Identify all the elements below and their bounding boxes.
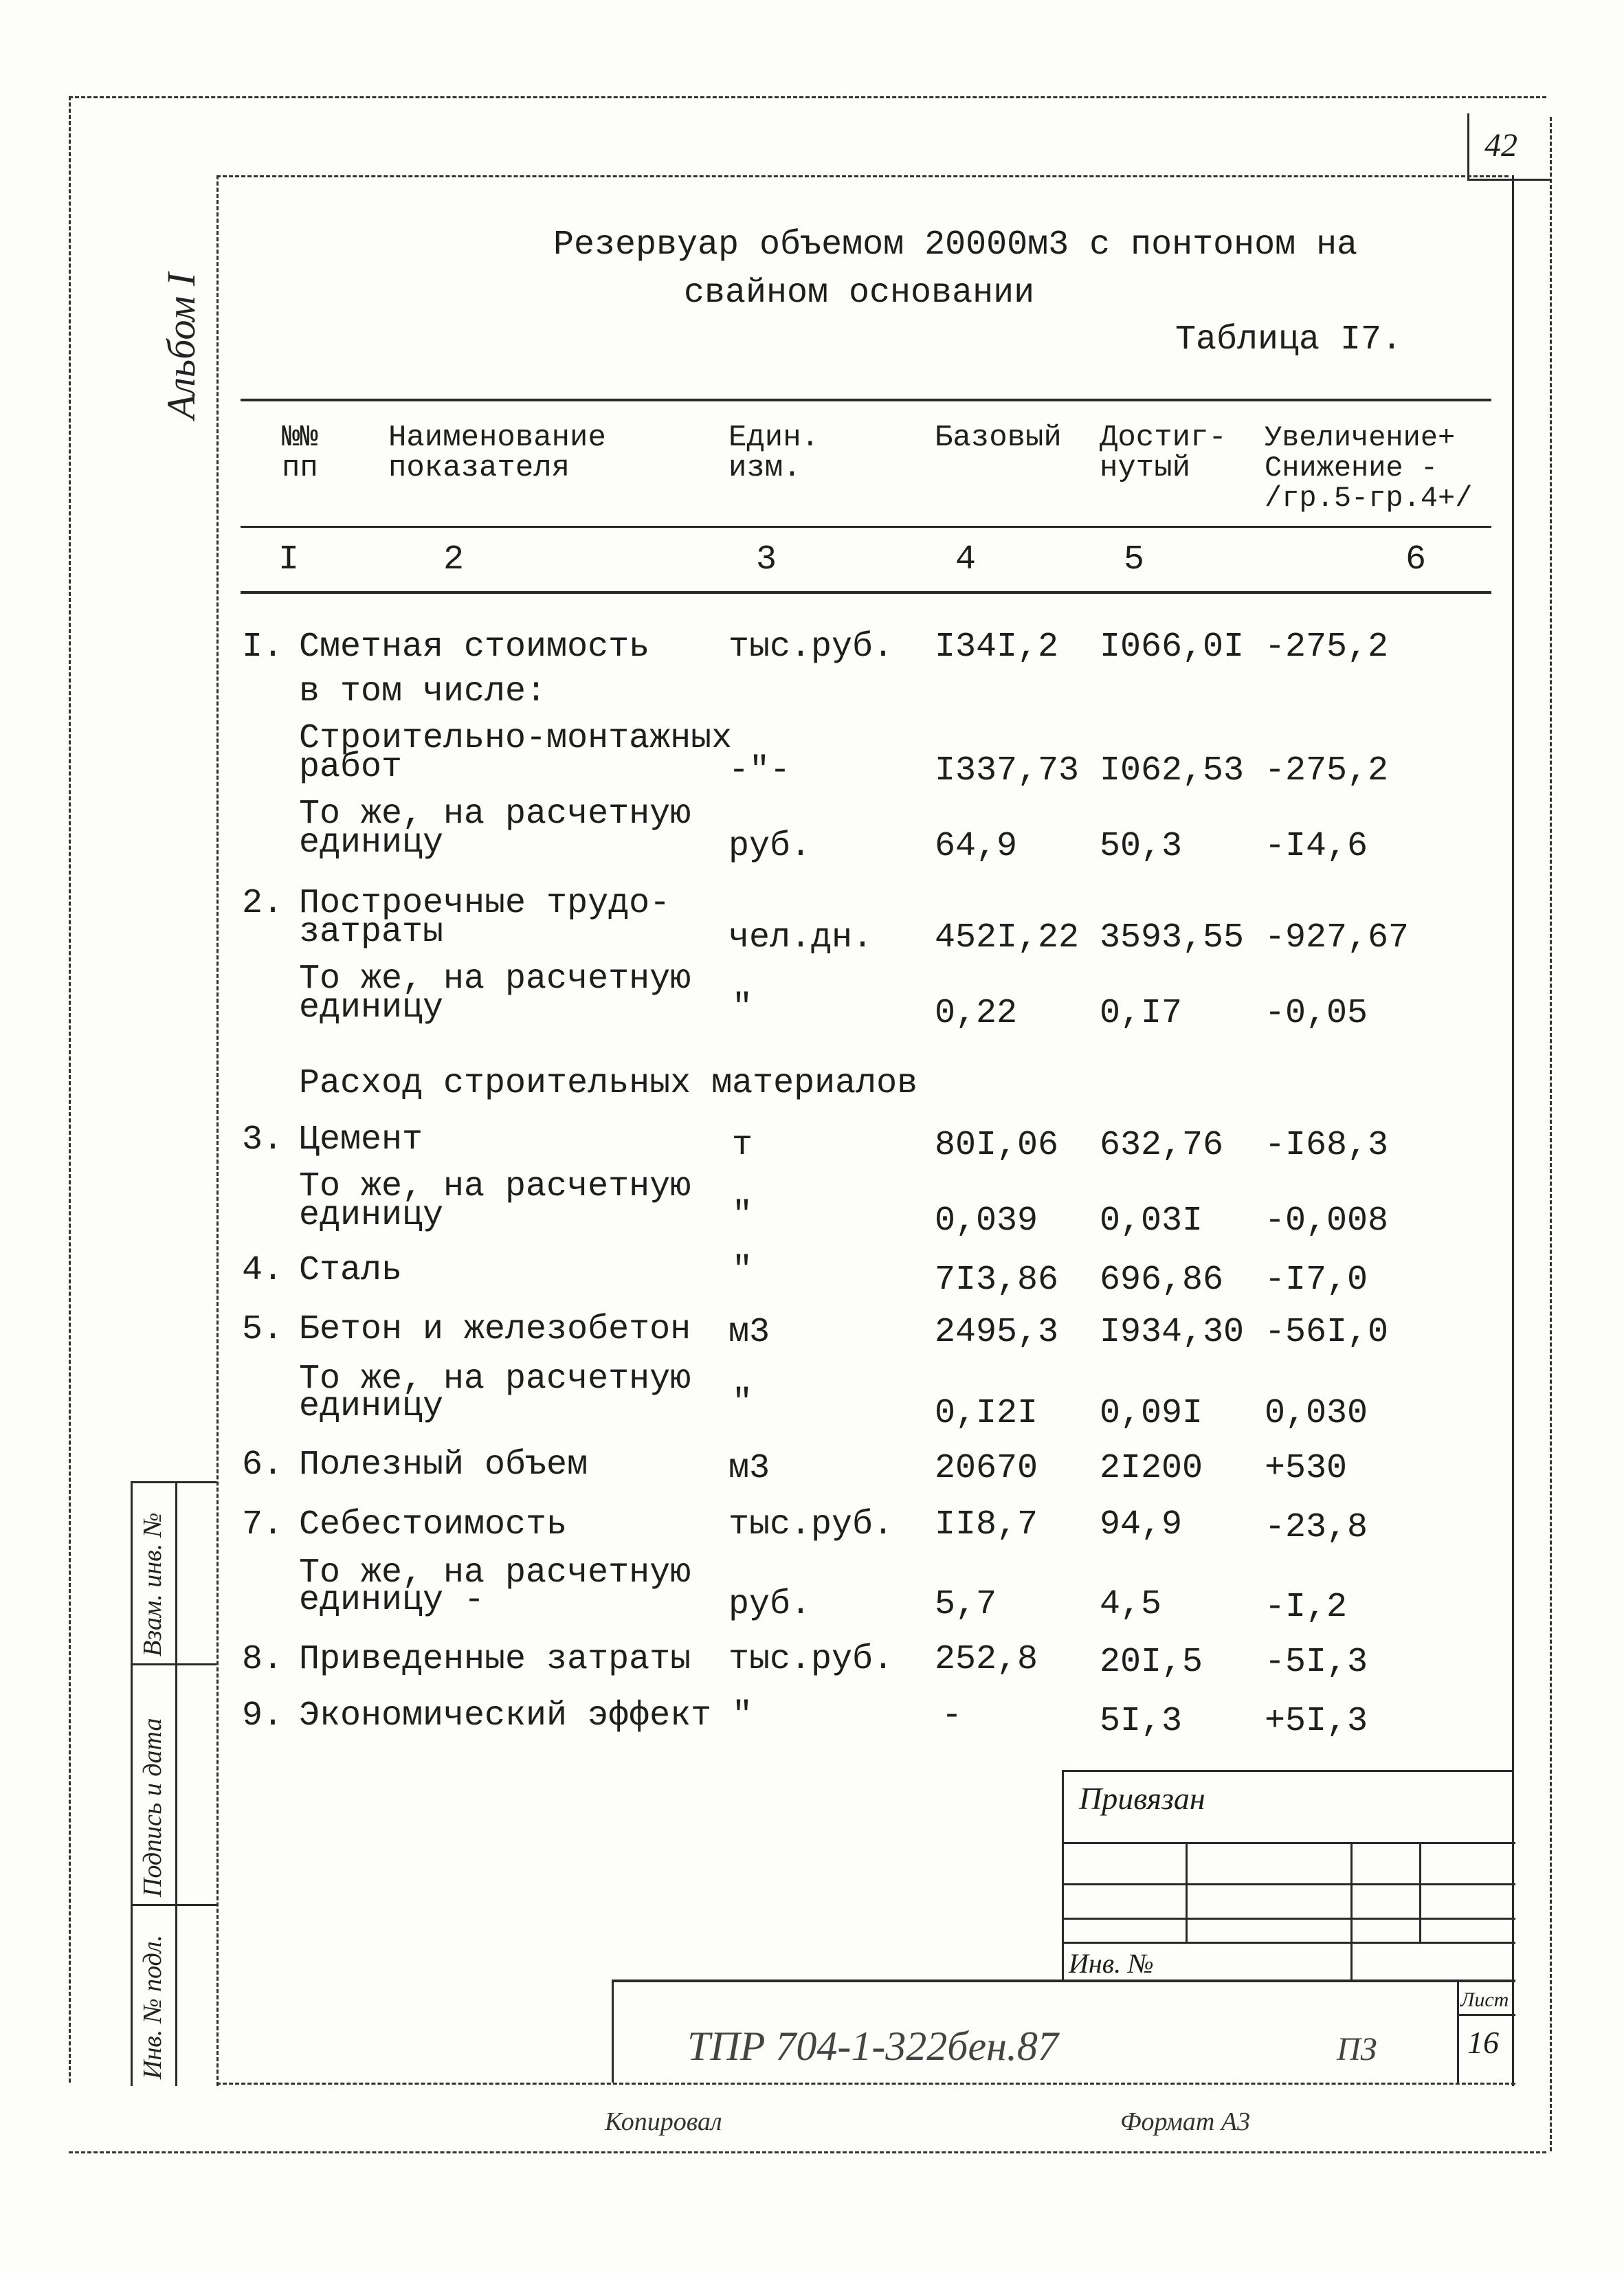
row-9-delta: -0,008 — [1265, 1201, 1389, 1241]
row-9-name-2: единицу — [299, 1196, 444, 1235]
row-1-name: Сметная стоимость — [299, 628, 650, 667]
header-divider — [241, 526, 1491, 528]
row-12-achieved: 0,09I — [1100, 1394, 1203, 1433]
row-16-name: Приведенные затраты — [299, 1640, 691, 1679]
side-strip-left — [131, 1481, 133, 2086]
row-11-num: 5. — [242, 1310, 284, 1349]
row-17-unit: " — [732, 1696, 753, 1736]
row-16-base: 252,8 — [935, 1640, 1038, 1679]
row-12-name-2: единицу — [299, 1387, 444, 1426]
row-13-achieved: 2I200 — [1100, 1449, 1203, 1488]
titleblock-left — [612, 1980, 614, 2083]
sheet-code: ПЗ — [1337, 2031, 1377, 2067]
row-10-unit: " — [732, 1251, 753, 1290]
row-15-name-1: То же, на расчетную — [299, 1553, 691, 1593]
row-15-base: 5,7 — [935, 1585, 997, 1624]
row-5-base: 452I,22 — [935, 918, 1080, 957]
row-6-name-1: То же, на расчетную — [299, 960, 691, 999]
side-label-inv-podl: Инв. № подл. — [138, 1935, 167, 2079]
row-8-unit: т — [732, 1126, 753, 1165]
title-line-1: Резервуар объемом 20000м3 с понтоном на — [553, 225, 1358, 265]
row-14-name: Себестоимость — [299, 1505, 568, 1544]
row-5-achieved: 3593,55 — [1100, 918, 1245, 957]
col-header-6-l2: Снижение - — [1265, 452, 1438, 485]
row-3-name-2: работ — [299, 748, 403, 787]
row-4-name-1: То же, на расчетную — [299, 795, 691, 834]
col-header-2 — [388, 423, 606, 483]
row-10-achieved: 696,86 — [1100, 1261, 1224, 1300]
row-4-base: 64,9 — [935, 827, 1018, 866]
row-11-delta: -56I,0 — [1265, 1313, 1389, 1352]
privyazan-col-1 — [1186, 1842, 1188, 1942]
privyazan-col-3 — [1419, 1842, 1421, 1942]
side-strip-top — [131, 1481, 216, 1483]
col-header-5-l1: Достиг- — [1100, 421, 1227, 455]
col-number-3: 3 — [756, 540, 777, 579]
page-number-box-left — [1467, 113, 1469, 179]
row-3-achieved: I062,53 — [1100, 751, 1245, 790]
row-15-achieved: 4,5 — [1100, 1585, 1162, 1624]
row-16-delta: -5I,3 — [1265, 1643, 1368, 1682]
side-label-podpis: Подпись и дата — [138, 1718, 167, 1897]
row-11-base: 2495,3 — [935, 1313, 1059, 1352]
col-number-4: 4 — [955, 540, 977, 579]
row-7-section: Расход строительных материалов — [299, 1064, 918, 1103]
col-number-2: 2 — [443, 540, 465, 579]
col-header-5-l2: нутый — [1100, 451, 1191, 485]
outer-frame-right — [1550, 117, 1552, 2151]
outer-frame-left — [69, 96, 71, 2083]
row-5-delta: -927,67 — [1265, 918, 1410, 957]
row-10-base: 7I3,86 — [935, 1261, 1059, 1300]
inv-no-label: Инв. № — [1069, 1948, 1154, 1979]
row-6-name-2: единицу — [299, 988, 444, 1028]
row-4-achieved: 50,3 — [1100, 827, 1183, 866]
col-header-4 — [935, 423, 1062, 453]
row-1-delta: -275,2 — [1265, 628, 1389, 667]
row-17-name: Экономический эффект — [299, 1696, 712, 1736]
col-header-6-l1: Увеличение+ — [1265, 421, 1456, 454]
table-top-rule — [241, 399, 1491, 401]
row-3-delta: -275,2 — [1265, 751, 1389, 790]
row-9-unit: " — [732, 1196, 753, 1235]
sheet-number: 16 — [1467, 2025, 1499, 2060]
document-code: ТПР 704-1-322бен.87 — [687, 2023, 1058, 2069]
col-header-1 — [282, 423, 318, 483]
titleblock-sheet-divider — [1457, 2014, 1515, 2016]
row-17-delta: +5I,3 — [1265, 1702, 1368, 1741]
privyazan-box-left — [1062, 1770, 1064, 1980]
inner-frame-left — [216, 175, 219, 2086]
row-15-delta: -I,2 — [1265, 1588, 1348, 1627]
outer-frame-top — [69, 96, 1546, 98]
row-13-delta: +530 — [1265, 1449, 1348, 1488]
titleblock-divider — [1457, 1980, 1459, 2083]
row-8-achieved: 632,76 — [1100, 1126, 1224, 1165]
row-13-base: 20670 — [935, 1449, 1038, 1488]
row-17-achieved: 5I,3 — [1100, 1702, 1183, 1741]
col-header-2-l1: Наименование — [388, 421, 606, 455]
row-6-achieved: 0,I7 — [1100, 994, 1183, 1033]
row-9-base: 0,039 — [935, 1201, 1038, 1241]
row-1-achieved: I066,0I — [1100, 628, 1245, 667]
row-11-name: Бетон и железобетон — [299, 1310, 691, 1349]
row-15-name-2: единицу - — [299, 1581, 485, 1620]
inner-frame-bottom — [216, 2083, 1515, 2085]
col-header-3-l1: Един. — [728, 421, 820, 455]
row-13-name: Полезный объем — [299, 1445, 588, 1485]
col-header-6 — [1265, 423, 1472, 513]
row-9-name-1: То же, на расчетную — [299, 1167, 691, 1206]
row-9-achieved: 0,03I — [1100, 1201, 1203, 1241]
row-2-name: в том числе: — [299, 672, 547, 711]
row-17-base: - — [942, 1696, 963, 1736]
column-numbers-divider — [241, 591, 1491, 594]
row-17-num: 9. — [242, 1696, 284, 1736]
side-label-vzam: Взам. инв. № — [138, 1512, 167, 1656]
side-strip-div-2 — [131, 1904, 216, 1906]
row-11-unit: м3 — [728, 1313, 770, 1352]
page-number: 42 — [1484, 127, 1517, 164]
row-16-num: 8. — [242, 1640, 284, 1679]
privyazan-col-2 — [1350, 1842, 1353, 1980]
titleblock-top — [612, 1980, 1515, 1982]
row-5-name-1: Построечные трудо- — [299, 884, 671, 923]
privyazan-row-1 — [1062, 1842, 1515, 1844]
privyazan-label: Привязан — [1079, 1781, 1205, 1816]
row-14-delta: -23,8 — [1265, 1508, 1368, 1547]
row-15-unit: руб. — [728, 1585, 812, 1624]
row-3-base: I337,73 — [935, 751, 1080, 790]
side-strip-col — [175, 1481, 177, 2086]
row-10-name: Сталь — [299, 1251, 403, 1290]
album-label: Альбом I — [159, 272, 203, 419]
side-strip-div-1 — [131, 1663, 216, 1665]
table-label: Таблица I7. — [1175, 320, 1403, 359]
footer-format: Формат А3 — [1120, 2107, 1251, 2136]
row-5-num: 2. — [242, 884, 284, 923]
col-number-5: 5 — [1124, 540, 1145, 579]
col-number-6: 6 — [1405, 540, 1427, 579]
row-4-unit: руб. — [728, 827, 812, 866]
privyazan-box-top — [1062, 1770, 1512, 1772]
privyazan-row-2 — [1062, 1883, 1515, 1885]
col-header-5 — [1100, 423, 1227, 483]
col-header-6-l3: /гр.5-гр.4+/ — [1265, 482, 1473, 515]
row-10-delta: -I7,0 — [1265, 1261, 1368, 1300]
row-6-base: 0,22 — [935, 994, 1018, 1033]
col-header-3 — [728, 423, 819, 483]
row-1-num: I. — [242, 628, 284, 667]
row-3-unit: -"- — [728, 751, 791, 790]
row-4-name-2: единицу — [299, 823, 444, 863]
row-8-num: 3. — [242, 1120, 284, 1160]
row-1-base: I34I,2 — [935, 628, 1059, 667]
row-14-base: II8,7 — [935, 1505, 1038, 1544]
col-header-1-l2: пп — [282, 451, 318, 485]
row-5-unit: чел.дн. — [728, 918, 874, 957]
row-11-achieved: I934,30 — [1100, 1313, 1245, 1352]
row-3-name-1: Строительно-монтажных — [299, 719, 733, 758]
row-12-delta: 0,030 — [1265, 1394, 1368, 1433]
row-4-delta: -I4,6 — [1265, 827, 1368, 866]
row-16-achieved: 20I,5 — [1100, 1643, 1203, 1682]
row-14-unit: тыс.руб. — [728, 1505, 894, 1544]
inner-frame-right — [1512, 175, 1514, 2086]
row-12-unit: " — [732, 1384, 753, 1423]
row-8-delta: -I68,3 — [1265, 1126, 1389, 1165]
outer-frame-bottom — [69, 2151, 1546, 2153]
row-14-num: 7. — [242, 1505, 284, 1544]
privyazan-row-4 — [1062, 1942, 1515, 1944]
col-header-2-l2: показателя — [388, 451, 570, 485]
row-12-name-1: То же, на расчетную — [299, 1360, 691, 1399]
col-number-1: I — [278, 540, 300, 579]
title-line-2: свайном основании — [684, 274, 1035, 313]
row-14-achieved: 94,9 — [1100, 1505, 1183, 1544]
row-8-name: Цемент — [299, 1120, 423, 1160]
row-13-unit: м3 — [728, 1449, 770, 1488]
row-10-num: 4. — [242, 1251, 284, 1290]
col-header-3-l2: изм. — [728, 451, 801, 485]
row-16-unit: тыс.руб. — [728, 1640, 894, 1679]
row-8-base: 80I,06 — [935, 1126, 1059, 1165]
row-12-base: 0,I2I — [935, 1394, 1038, 1433]
sheet-label: Лист — [1460, 1988, 1509, 2011]
col-header-4-l1: Базовый — [935, 421, 1062, 455]
row-6-unit: " — [732, 988, 753, 1028]
page-number-box-bottom — [1467, 179, 1550, 181]
row-6-delta: -0,05 — [1265, 994, 1368, 1033]
inner-frame-top — [216, 175, 1509, 177]
row-5-name-2: затраты — [299, 913, 444, 952]
col-header-1-l1: №№ — [282, 421, 318, 455]
row-1-unit: тыс.руб. — [728, 628, 894, 667]
row-13-num: 6. — [242, 1445, 284, 1485]
footer-copied: Копировал — [605, 2107, 722, 2136]
privyazan-row-3 — [1062, 1918, 1515, 1920]
